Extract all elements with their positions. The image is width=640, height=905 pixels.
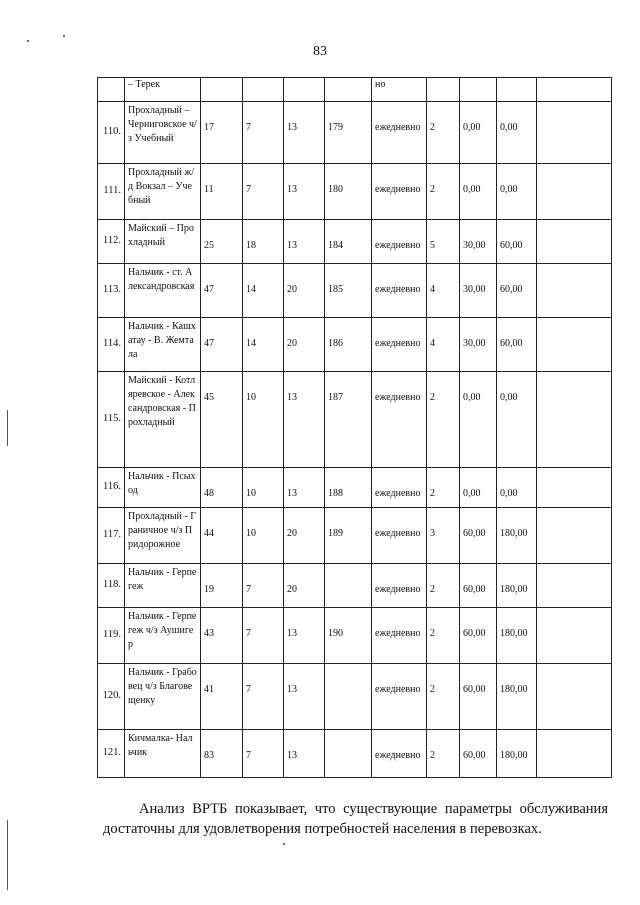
frequency-cell: ежедневно xyxy=(372,468,427,508)
table-row xyxy=(98,78,612,102)
value-cell xyxy=(325,730,372,778)
value-cell: 2 xyxy=(427,372,460,468)
value-cell: 0,00 xyxy=(497,372,537,468)
value-cell: 60,00 xyxy=(460,608,497,664)
value-cell: 179 xyxy=(325,102,372,164)
value-cell: 0,00 xyxy=(460,164,497,220)
scan-speck xyxy=(27,40,29,42)
table-row xyxy=(98,564,612,608)
value-cell: 185 xyxy=(325,264,372,318)
value-cell: 180,00 xyxy=(497,608,537,664)
frequency-cell: ежедневно xyxy=(372,508,427,564)
value-cell: 41 xyxy=(201,664,243,730)
value-cell: 43 xyxy=(201,608,243,664)
empty-cell xyxy=(537,730,612,778)
value-cell: 30,00 xyxy=(460,220,497,264)
value-cell: 2 xyxy=(427,468,460,508)
value-cell: 13 xyxy=(284,372,325,468)
frequency-cell: ежедневно xyxy=(372,664,427,730)
value-cell: 20 xyxy=(284,564,325,608)
scan-margin-mark xyxy=(7,410,8,446)
value-cell: 180,00 xyxy=(497,730,537,778)
value-cell: 0,00 xyxy=(497,164,537,220)
value-cell: 60,00 xyxy=(497,264,537,318)
empty-cell xyxy=(537,318,612,372)
row-number-cell: 116. xyxy=(98,468,125,508)
value-cell: 11 xyxy=(201,164,243,220)
value-cell: 20 xyxy=(284,318,325,372)
value-cell: 7 xyxy=(243,164,284,220)
value-cell: 2 xyxy=(427,564,460,608)
value-cell: 190 xyxy=(325,608,372,664)
value-cell xyxy=(325,664,372,730)
empty-cell xyxy=(537,220,612,264)
row-number-cell: 110. xyxy=(98,102,125,164)
table-row xyxy=(98,318,612,372)
empty-cell xyxy=(537,508,612,564)
value-cell: 5 xyxy=(427,220,460,264)
value-cell: 3 xyxy=(427,508,460,564)
row-number-cell: 121. xyxy=(98,730,125,778)
value-cell: 13 xyxy=(284,164,325,220)
route-name-cell: Нальчик - Герпегеж ч/з Аушигер xyxy=(125,608,201,664)
route-name-cell: Нальчик - Кашхатау - В. Жемтала xyxy=(125,318,201,372)
value-cell: 7 xyxy=(243,730,284,778)
value-cell: 13 xyxy=(284,220,325,264)
value-cell: 180,00 xyxy=(497,508,537,564)
value-cell: 7 xyxy=(243,102,284,164)
value-cell: 2 xyxy=(427,102,460,164)
value-cell: 19 xyxy=(201,564,243,608)
value-cell: 10 xyxy=(243,372,284,468)
row-number-cell: 117. xyxy=(98,508,125,564)
value-cell: 47 xyxy=(201,318,243,372)
table-row xyxy=(98,608,612,664)
table-row xyxy=(98,102,612,164)
value-cell: 180,00 xyxy=(497,564,537,608)
row-number-cell: 113. xyxy=(98,264,125,318)
value-cell: 14 xyxy=(243,264,284,318)
value-cell: 0,00 xyxy=(460,102,497,164)
row-number-cell: 119. xyxy=(98,608,125,664)
frequency-cell: ежедневно xyxy=(372,730,427,778)
route-name-cell: Нальчик - Грабовец ч/з Благовещенку xyxy=(125,664,201,730)
empty-cell xyxy=(537,564,612,608)
row-number-cell: 111. xyxy=(98,164,125,220)
frequency-cell: ежедневно xyxy=(372,608,427,664)
frequency-cell: ежедневно xyxy=(372,102,427,164)
cell-num xyxy=(98,78,125,102)
table-row xyxy=(98,508,612,564)
value-cell: 4 xyxy=(427,264,460,318)
route-name-cell: Прохладный ж/д Вокзал – Учебный xyxy=(125,164,201,220)
value-cell: 7 xyxy=(243,608,284,664)
route-name-cell: Нальчик - Герпегеж xyxy=(125,564,201,608)
route-name-cell: Нальчик - ст. Александровская xyxy=(125,264,201,318)
scan-speck xyxy=(283,843,285,845)
route-name-cell: – Терек xyxy=(125,78,201,102)
value-cell: 187 xyxy=(325,372,372,468)
value-cell: 18 xyxy=(243,220,284,264)
value-cell: 13 xyxy=(284,730,325,778)
value-cell: 2 xyxy=(427,664,460,730)
empty-cell xyxy=(537,264,612,318)
scan-margin-mark xyxy=(7,820,8,890)
empty-cell xyxy=(537,608,612,664)
row-number-cell: 115. xyxy=(98,372,125,468)
value-cell: 20 xyxy=(284,264,325,318)
value-cell: 14 xyxy=(243,318,284,372)
value-cell: 188 xyxy=(325,468,372,508)
frequency-cell: ежедневно xyxy=(372,318,427,372)
value-cell: 189 xyxy=(325,508,372,564)
table-row xyxy=(98,264,612,318)
empty-cell xyxy=(537,164,612,220)
row-number-cell: 114. xyxy=(98,318,125,372)
value-cell: 13 xyxy=(284,102,325,164)
route-name-cell: Прохладный – Черниговское ч/з Учебный xyxy=(125,102,201,164)
table-row xyxy=(98,220,612,264)
empty-cell xyxy=(537,102,612,164)
empty-cell xyxy=(537,468,612,508)
frequency-cell: ежедневно xyxy=(372,220,427,264)
table-row xyxy=(98,164,612,220)
table-row xyxy=(98,468,612,508)
value-cell: 13 xyxy=(284,608,325,664)
table-row xyxy=(98,664,612,730)
frequency-cell: ежедневно xyxy=(372,564,427,608)
route-name-cell: Кичмалка- Нальчик xyxy=(125,730,201,778)
value-cell: 25 xyxy=(201,220,243,264)
value-cell: 17 xyxy=(201,102,243,164)
value-cell: 10 xyxy=(243,508,284,564)
routes-table xyxy=(97,77,612,778)
row-number-cell: 118. xyxy=(98,564,125,608)
value-cell: 10 xyxy=(243,468,284,508)
empty-cell xyxy=(537,664,612,730)
page-number: 83 xyxy=(313,44,327,59)
value-cell: 13 xyxy=(284,468,325,508)
route-name-cell: Нальчик - Псыход xyxy=(125,468,201,508)
table-row xyxy=(98,730,612,778)
value-cell: 4 xyxy=(427,318,460,372)
value-cell: 60,00 xyxy=(497,220,537,264)
value-cell: 0,00 xyxy=(460,468,497,508)
row-number-cell: 112. xyxy=(98,220,125,264)
value-cell: 20 xyxy=(284,508,325,564)
frequency-cell: но xyxy=(372,78,427,102)
value-cell: 44 xyxy=(201,508,243,564)
value-cell: 0,00 xyxy=(460,372,497,468)
route-name-cell: Прохладный - Граничное ч/з Придорожное xyxy=(125,508,201,564)
route-name-cell: Майский - Котляревское - Александровская - Прохладный xyxy=(125,372,201,468)
value-cell: 47 xyxy=(201,264,243,318)
scan-speck xyxy=(63,35,65,37)
value-cell: 48 xyxy=(201,468,243,508)
value-cell: 7 xyxy=(243,564,284,608)
value-cell: 60,00 xyxy=(460,508,497,564)
value-cell: 83 xyxy=(201,730,243,778)
value-cell xyxy=(325,564,372,608)
route-name-cell: Майский – Прохладный xyxy=(125,220,201,264)
analysis-paragraph: Анализ ВРТБ показывает, что существующие параметры обслуживания достаточны для удовлетворения потребностей населения в перевозках. xyxy=(103,800,608,837)
frequency-cell: ежедневно xyxy=(372,264,427,318)
value-cell: 2 xyxy=(427,164,460,220)
value-cell: 13 xyxy=(284,664,325,730)
value-cell: 184 xyxy=(325,220,372,264)
value-cell: 60,00 xyxy=(497,318,537,372)
value-cell: 30,00 xyxy=(460,264,497,318)
value-cell: 45 xyxy=(201,372,243,468)
frequency-cell: ежедневно xyxy=(372,164,427,220)
value-cell: 30,00 xyxy=(460,318,497,372)
value-cell: 2 xyxy=(427,608,460,664)
value-cell: 180,00 xyxy=(497,664,537,730)
value-cell: 0,00 xyxy=(497,468,537,508)
frequency-cell: ежедневно xyxy=(372,372,427,468)
value-cell: 2 xyxy=(427,730,460,778)
table-row xyxy=(98,372,612,468)
empty-cell xyxy=(537,372,612,468)
value-cell: 60,00 xyxy=(460,664,497,730)
value-cell: 60,00 xyxy=(460,564,497,608)
value-cell: 180 xyxy=(325,164,372,220)
value-cell: 186 xyxy=(325,318,372,372)
value-cell: 7 xyxy=(243,664,284,730)
value-cell: 60,00 xyxy=(460,730,497,778)
value-cell: 0,00 xyxy=(497,102,537,164)
row-number-cell: 120. xyxy=(98,664,125,730)
